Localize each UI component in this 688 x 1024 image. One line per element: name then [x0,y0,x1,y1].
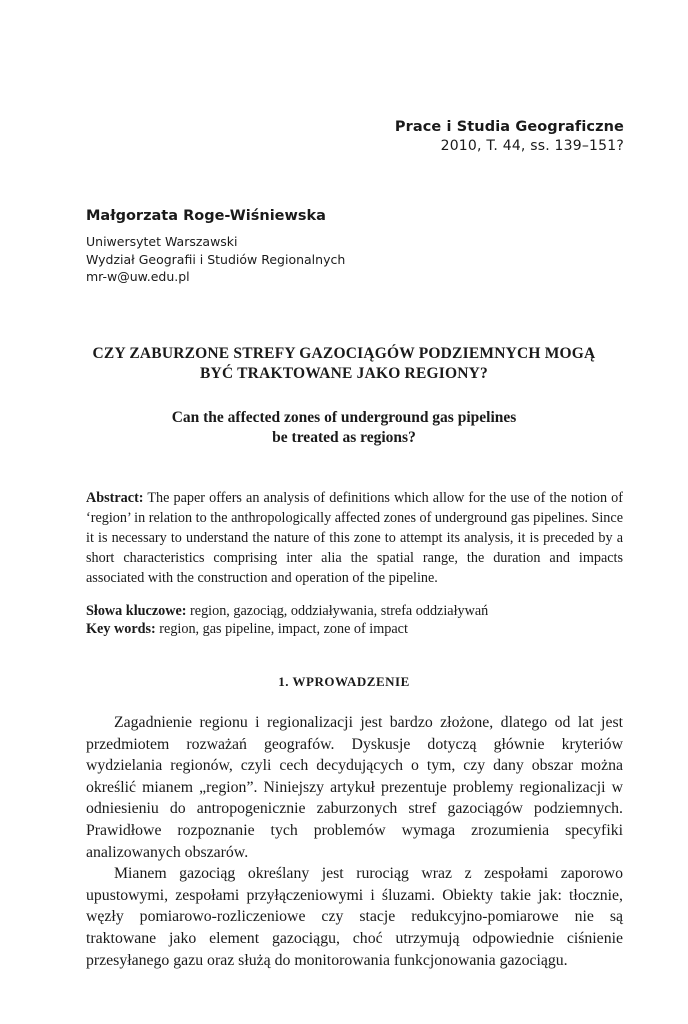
affiliation-university: Uniwersytet Warszawski [86,234,238,249]
title-polish-line1: CZY ZABURZONE STREFY GAZOCIĄGÓW PODZIEMNYCH MOGĄ [92,345,596,362]
keywords-english [86,620,623,638]
author-name: Małgorzata Roge-Wiśniewska [86,208,326,224]
abstract-label: Abstract: [86,490,144,506]
keywords [86,602,623,638]
journal-name: Prace i Studia Geograficzne [394,119,624,135]
author-block [86,206,345,286]
title-english-line1: Can the affected zones of underground gas pipelines [171,409,517,426]
title-english [60,408,628,448]
title-polish-line2: BYĆ TRAKTOWANE JAKO REGIONY? [200,365,488,382]
body-text [86,712,623,971]
keywords-polish-text: region, gazociąg, oddziaływania, strefa oddziaływań [186,603,489,619]
keywords-english-label: Key words: [86,621,156,637]
keywords-polish-label: Słowa kluczowe: [86,603,187,619]
journal-info: 2010, T. 44, ss. 139–151? [440,138,624,154]
keywords-polish [86,602,623,620]
journal-header [395,118,624,155]
body-paragraph: Zagadnienie regionu i regionalizacji jest bardzo złożone, dlatego od lat jest przedmiotem rozważań geografów. Dyskusje dotyczą głównie kryteriów wydzielania regionów, czyli cech decydujących o tym, czy dany obszar można określić mianem „region”. Niniejszy artykuł prezentuje problemy regionalizacji w odniesieniu do antropogenicznie zaburzonych stref gazociągów podziemnych. Prawidłowe rozpoznanie tych problemów wymaga zrozumienia specyfiki analizowanych obszarów. [86,714,623,861]
body-paragraph: Mianem gazociąg określany jest rurociąg wraz z zespołami zaporowo upustowymi, zespołami przyłączeniowymi i śluzami. Obiekty takie jak: tłocznie, węzły pomiarowo-rozliczeniowe czy stacje redukcyjno-pomiarowe nie są traktowane jako element gazociągu, choć utrzymują odpowiednie ciśnienie przesyłanego gazu oraz służą do monitorowania funkcjonowania gazociągu. [86,865,623,969]
title-english-line2: be treated as regions? [272,429,416,446]
abstract-text: The paper offers an analysis of definitions which allow for the use of the notion of ‘region’ in relation to the anthropologically affected zones of underground gas pipelines. Since it is necessary to understand the nature of this zone to attempt its analysis, it is preceded by a short characteristics comprising inter alia the spatial range, the duration and impacts associated with the construction and operation of the pipeline. [86,490,623,586]
title-polish [60,344,628,384]
affiliation-faculty: Wydział Geografii i Studiów Regionalnych [86,251,346,267]
author-email: mr-w@uw.edu.pl [86,269,190,284]
section-heading: 1. WPROWADZENIE [278,674,410,689]
abstract [86,488,623,588]
keywords-english-text: region, gas pipeline, impact, zone of impact [155,621,408,637]
